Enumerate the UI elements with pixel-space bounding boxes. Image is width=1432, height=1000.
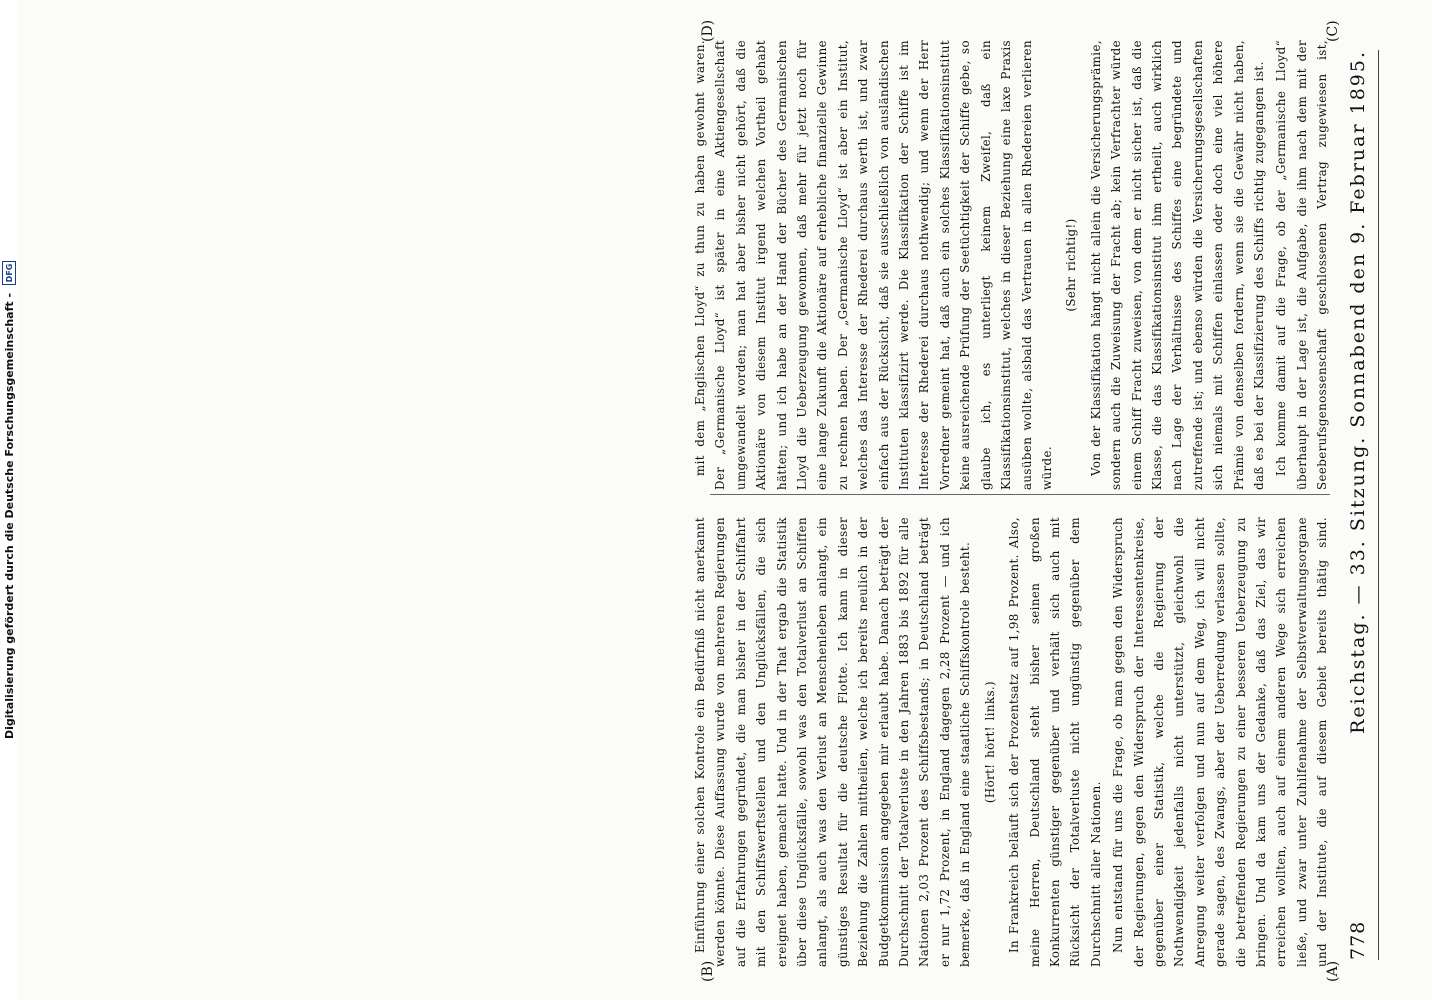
right-text-column xyxy=(690,40,1330,490)
dfg-logo: DFG xyxy=(2,261,16,285)
credit-text: Digitalisierung gefördert durch die Deutsche Forschungsgemeinschaft - xyxy=(2,292,16,740)
paragraph: Nun entstand für uns die Frage, ob man gegen den Widerspruch der Regierungen, gegen den Widerspruch der Interessentenkreise, gegenüber einer Statistik, welche die Regierung der Nothwendigkeit jedenfalls nicht unterstützt, gleichwohl die Anregung weiter verfolgen und nun auf dem Weg, ich will nicht gerade sagen, des Zwangs, aber der Ueberredung verlassen sollte, die betreffenden Regierungen zu einer besseren Ueberzeugung zu bringen. Und da kam uns der Gedanke, daß das Ziel, das wir erreichen wollten, auch auf einem anderen Wege sich erreichen ließe, und zwar unter Zuhilfenahme der Selbstverwaltungsorgane und der Institute, die auf diesem Gebiet bereits thätig sind. xyxy=(1111,517,1330,967)
paragraph: Ich komme damit auf die Frage, ob der „Germanische Lloyd“ überhaupt in der Lage ist, die Aufgabe, die ihm nach dem mit der Seeberufsgenossenschaft geschlossenen Vertrag zugewiesen ist, xyxy=(1274,40,1330,490)
paragraph: Einführung einer solchen Kontrole ein Bedürfniß nicht anerkannt werden könnte. Diese Auffassung wurde von mehreren Regierungen auf die Erfahrungen gegründet, die man bisher in der Schiffahrt mit den Schiffswerftstellen und den Unglücksfällen, die sich ereignet haben, gemacht hatte. Und in der That ergab die Statistik über diese Unglücksfälle, sowohl was den Totalverlust an Schiffen anlangt, als auch was den Verlust an Menschenleben anlangt, ein günstiges Resultat für die deutsche Flotte. Ich kann in dieser Beziehung die Zahlen mittheilen, welche ich bereits neulich in der Budgetkommission angegeben mir erlaubt habe. Danach beträgt der Durchschnitt der Totalverluste in den Jahren 1883 bis 1892 für alle Nationen 2,03 Prozent des Schiffsbestands; in Deutschland beträgt er nur 1,72 Prozent, in England dagegen 2,28 Prozent — und ich bemerke, daß in England eine staatliche Schiffskontrole besteht. xyxy=(693,517,973,967)
digitization-credit xyxy=(0,0,18,1000)
interjection: (Sehr richtig!) xyxy=(1064,218,1079,312)
margin-marker-b: (B) xyxy=(700,960,716,982)
page-title: Reichstag. — 33. Sitzung. Sonnabend den 9. Februar 1895. xyxy=(1347,50,1369,734)
left-text-column xyxy=(690,517,1330,967)
paragraph: mit dem „Englischen Lloyd“ zu thun zu haben gewohnt waren. Der „Germanische Lloyd“ ist später in eine Aktiengesellschaft umgewandelt worden; man hat aber bisher nicht gehört, daß die Aktionäre von diesem Institut irgend welchen Vortheil gehabt hätten; und ich habe an der Hand der Bücher des Germanischen Lloyd die Ueberzeugung gewonnen, daß mehr für jetzt noch für eine lange Zukunft die Aktionäre auf erhebliche finanzielle Gewinne zu rechnen haben. Der „Germanische Lloyd“ ist aber ein Institut, welches das Interesse der Rhederei durchaus werth ist, und zwar einfach aus der Rücksicht, daß sie ausschließlich von ausländischen Instituten klassifizirt werde. Die Klassifikation der Schiffe ist im Interesse der Rhederei durchaus nothwendig; und wenn der Herr Vorredner gemeint hat, daß auch ein solches Klassifikationsinstitut keine ausreichende Prüfung der Seetüchtigkeit der Schiffe gebe, so glaube ich, es unterliegt keinem Zweifel, daß ein Klassifikationsinstitut, welches in dieser Beziehung eine laxe Praxis ausüben wollte, alsbald das Vertrauen in allen Rhedereien verlieren würde. xyxy=(693,40,1054,490)
paragraph: In Frankreich beläuft sich der Prozentsatz auf 1,98 Prozent. Also, meine Herren, Deutschland steht bisher seinen großen Konkurrenten günstiger gegenüber und verhält sich auch mit Rücksicht der Totalverluste nicht ungünstig gegenüber dem Durchschnitt aller Nationen. xyxy=(1007,517,1103,967)
margin-marker-c: (C) xyxy=(1325,20,1341,42)
page-number: 778 xyxy=(1347,920,1369,960)
column-divider xyxy=(710,494,1330,495)
paragraph: Von der Klassifikation hängt nicht allein die Versicherungsprämie, sondern auch die Zuweisung der Fracht ab; kein Verfrachter würde einem Schiff Fracht zuweisen, von dem er nicht sicher ist, daß die Klasse, die das Klassifikationsinstitut ihm ertheilt, auch wirklich nach Lage der Verhältnisse des Schiffes eine begründete und zutreffende ist; und ebenso würden die Versicherungsgesellschaften sich niemals mit Schiffen einlassen oder doch eine viel höhere Prämie von denselben fordern, wenn sie die Gewähr nicht haben, daß es bei der Klassifizierung des Schiffs richtig zugegangen ist. xyxy=(1088,40,1266,490)
margin-marker-d: (D) xyxy=(700,19,716,42)
interjection: (Hört! hört! links.) xyxy=(982,680,997,804)
margin-marker-a: (A) xyxy=(1325,960,1341,982)
page-header xyxy=(1338,50,1379,960)
